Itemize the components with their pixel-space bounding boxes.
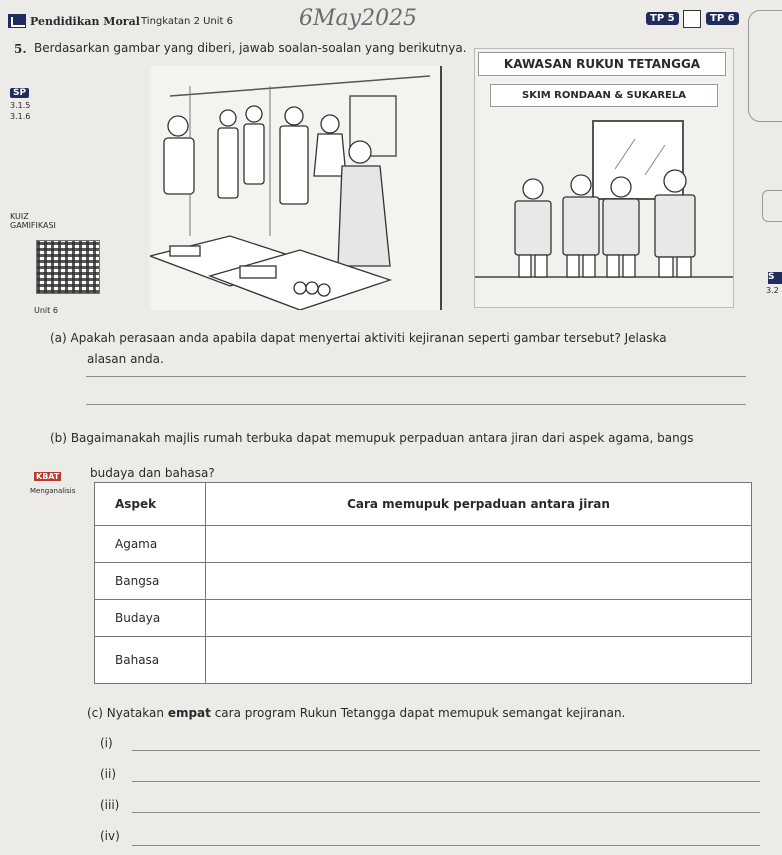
part-b-question: (b) Bagaimanakah majlis rumah terbuka dapat memupuk perpaduan antara jiran dari aspek agama, bangs (50, 431, 694, 445)
aspek-cell: Bahasa (95, 637, 206, 684)
table-row (95, 526, 752, 563)
item-label: (iii) (100, 798, 120, 812)
answer-cell[interactable] (206, 526, 752, 563)
book-icon (8, 14, 26, 28)
answer-line[interactable] (132, 750, 760, 751)
table-header-aspek: Aspek (95, 483, 206, 526)
banner-title: KAWASAN RUKUN TETANGGA (478, 52, 726, 76)
subject-title: Pendidikan Moral (30, 15, 140, 28)
aspek-cell: Bangsa (95, 563, 206, 600)
answer-line[interactable] (132, 845, 760, 846)
sp-code: 3.1.5 (10, 101, 31, 110)
kbat-skill-label: Menganalisis (30, 487, 76, 495)
item-label: (ii) (100, 767, 117, 781)
answer-line[interactable] (86, 376, 746, 377)
side-code: 3.2 (766, 286, 779, 295)
answer-cell[interactable] (206, 600, 752, 637)
kbat-badge: KBAT (36, 472, 60, 481)
page-edge-tab (762, 190, 782, 222)
answer-cell[interactable] (206, 637, 752, 684)
table-row (95, 600, 752, 637)
open-house-illustration (150, 66, 442, 310)
side-badge: S (768, 272, 782, 284)
tp6-badge: TP 6 (706, 12, 739, 25)
question-number: 5. (14, 42, 27, 56)
table-row (95, 637, 752, 684)
answer-line[interactable] (132, 781, 760, 782)
table-row (95, 563, 752, 600)
part-a-question: (a) Apakah perasaan anda apabila dapat menyertai aktiviti kejiranan seperti gambar tersebut? Jelaska (50, 331, 667, 345)
item-label: (i) (100, 736, 113, 750)
table-header-row (95, 483, 752, 526)
banner-subtitle: SKIM RONDAAN & SUKARELA (490, 84, 718, 107)
form-unit-label: Tingkatan 2 Unit 6 (141, 16, 234, 27)
answer-cell[interactable] (206, 563, 752, 600)
sp-code: 3.1.6 (10, 112, 31, 121)
tp5-badge: TP 5 (646, 12, 679, 25)
table-header-cara: Cara memupuk perpaduan antara jiran (206, 483, 752, 526)
qr-code-icon[interactable] (36, 240, 100, 294)
question-instruction: Berdasarkan gambar yang diberi, jawab soalan-soalan yang berikutnya. (34, 41, 467, 55)
tp5-checkbox[interactable] (683, 10, 701, 28)
unit-label: Unit 6 (34, 306, 58, 315)
part-a-question-cont: alasan anda. (87, 352, 164, 366)
page-edge-tab (748, 10, 782, 122)
part-c-question: (c) Nyatakan empat cara program Rukun Tetangga dapat memupuk semangat kejiranan. (87, 706, 626, 720)
item-label: (iv) (100, 829, 120, 843)
part-b-question-cont: budaya dan bahasa? (90, 466, 215, 480)
kuiz-label: KUIZ GAMIFIKASI (10, 212, 56, 230)
answer-line[interactable] (86, 404, 746, 405)
aspek-cell: Agama (95, 526, 206, 563)
sp-badge: SP (10, 88, 29, 98)
aspek-cell: Budaya (95, 600, 206, 637)
open-house-drawing (150, 66, 440, 310)
handwritten-date: 6May2025 (299, 6, 418, 31)
answer-line[interactable] (132, 812, 760, 813)
aspek-table (94, 482, 752, 684)
